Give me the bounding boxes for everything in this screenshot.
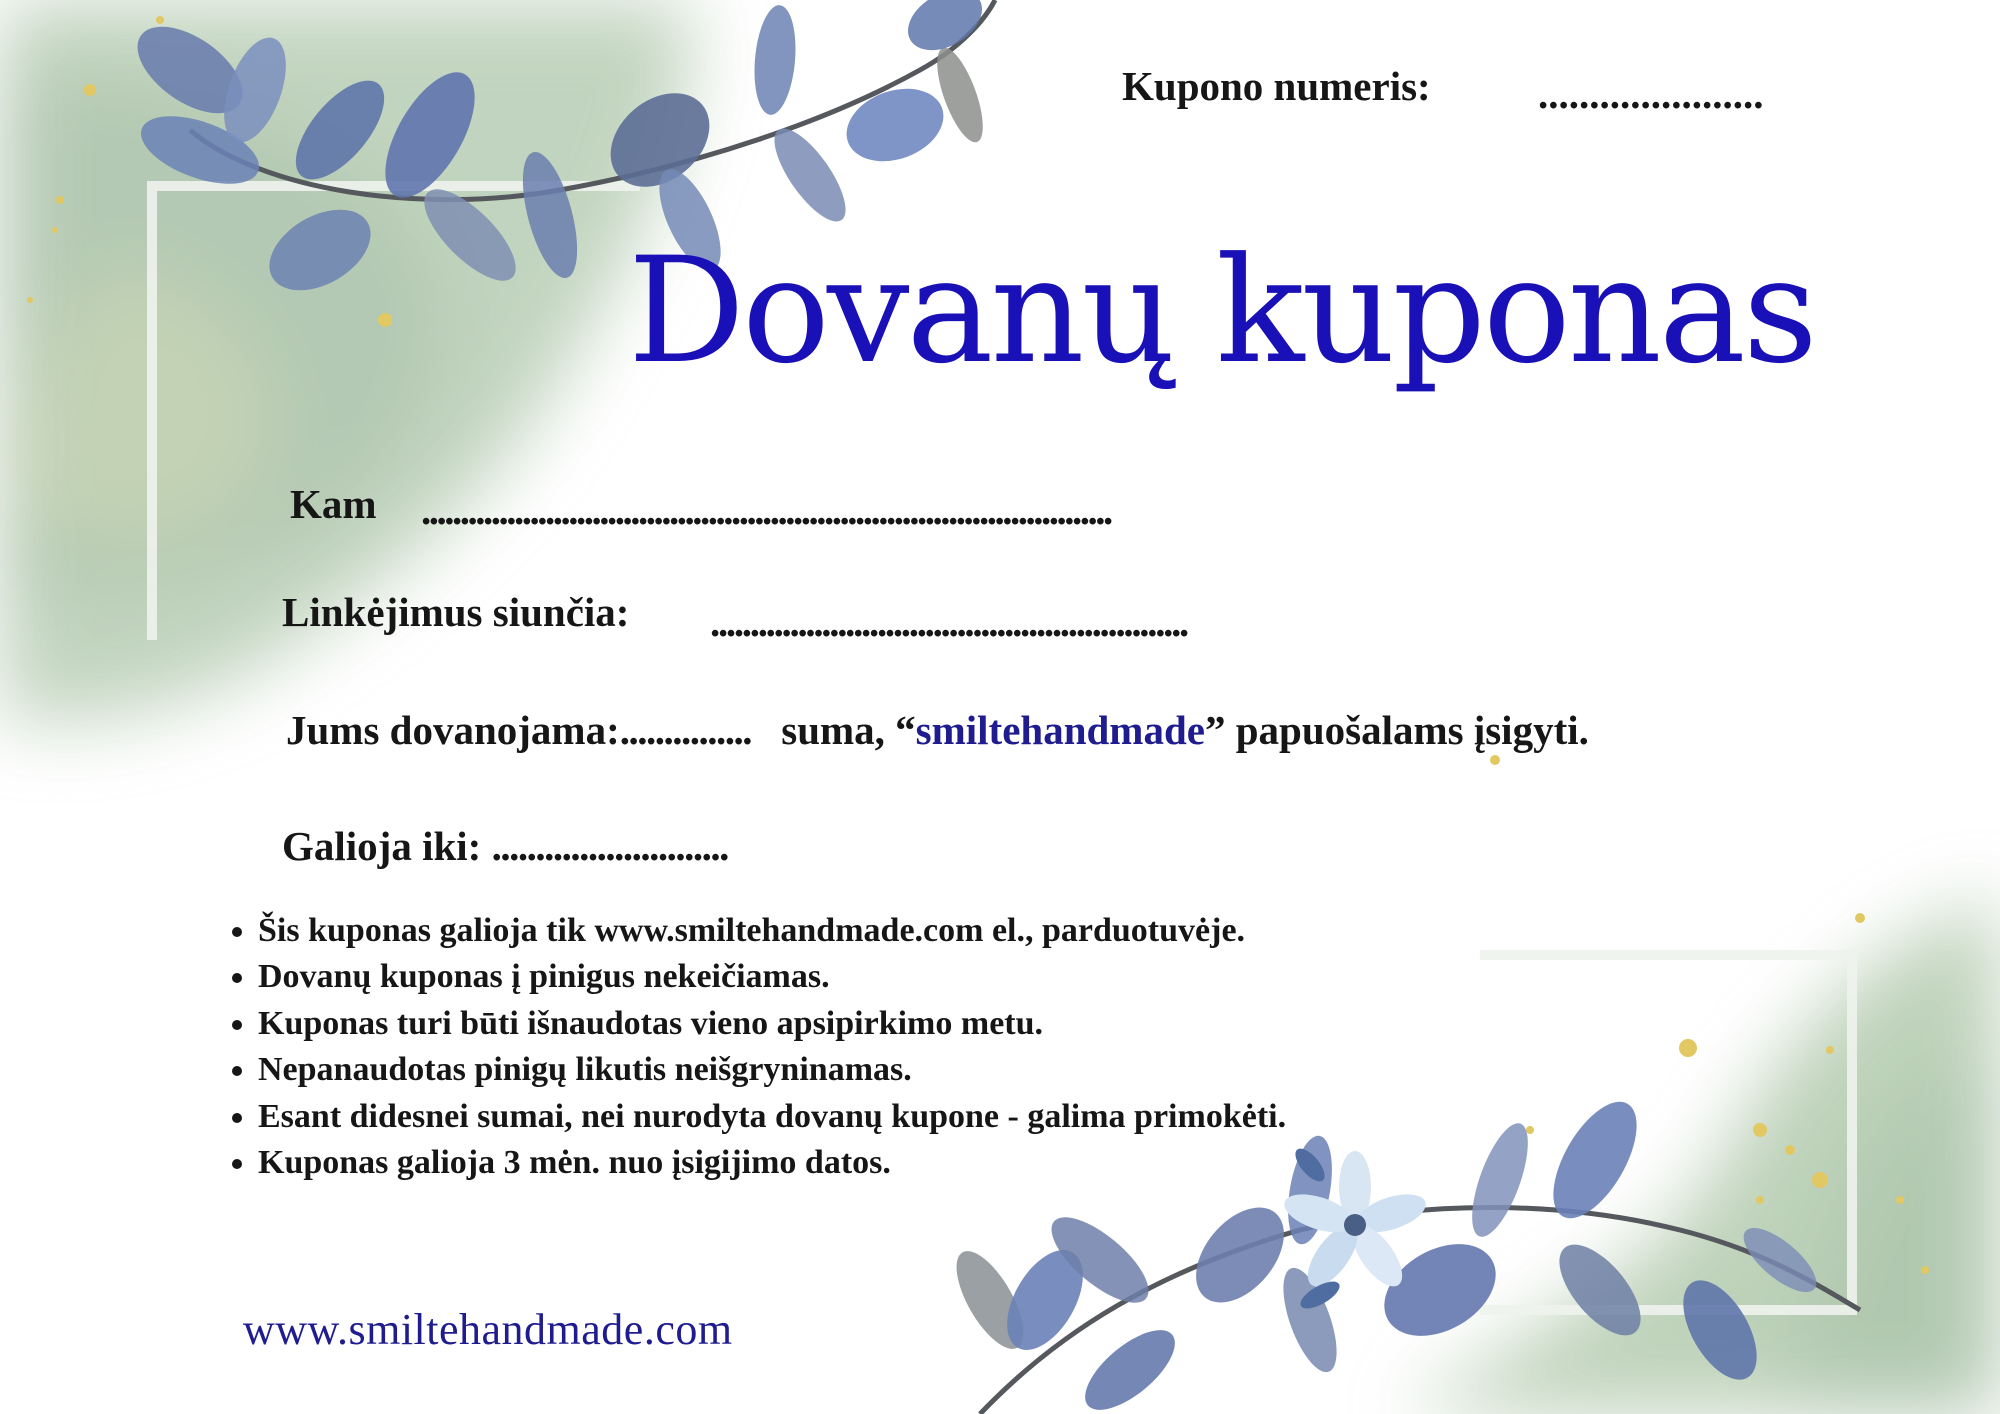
amount-blank[interactable]: ............... bbox=[619, 707, 751, 753]
valid-until-blank[interactable]: ........................... bbox=[491, 823, 728, 869]
amount-text-before: suma, “ bbox=[781, 707, 916, 753]
list-item: • Šis kuponas galioja tik www.smiltehandmade.com el., parduotuvėje. bbox=[258, 908, 1286, 954]
website-link[interactable]: www.smiltehandmade.com bbox=[243, 1305, 733, 1354]
coupon-number-label: Kupono numeris: bbox=[1122, 63, 1431, 109]
from-blank[interactable]: ............................................................ bbox=[710, 599, 1188, 645]
valid-until-line bbox=[282, 822, 728, 870]
rules-list bbox=[220, 908, 1286, 1186]
amount-label: Jums dovanojama: bbox=[286, 707, 620, 753]
from-label: Linkėjimus siunčia: bbox=[282, 589, 630, 635]
list-item: • Kuponas galioja 3 mėn. nuo įsigijimo datos. bbox=[258, 1140, 1286, 1186]
list-item: • Esant didesnei sumai, nei nurodyta dovanų kupone - galima primokėti. bbox=[258, 1094, 1286, 1140]
amount-text-after: ” papuošalams įsigyti. bbox=[1204, 707, 1589, 753]
list-item: • Kuponas turi būti išnaudotas vieno apsipirkimo metu. bbox=[258, 1001, 1286, 1047]
list-item: • Nepanaudotas pinigų likutis neišgryninamas. bbox=[258, 1047, 1286, 1093]
list-item: • Dovanų kuponas į pinigus nekeičiamas. bbox=[258, 954, 1286, 1000]
page-title: Dovanų kuponas bbox=[628, 226, 1815, 396]
brand-name: smiltehandmade bbox=[915, 707, 1205, 753]
coupon-number-blank[interactable]: ...................... bbox=[1538, 71, 1764, 117]
to-label: Kam bbox=[290, 481, 377, 527]
amount-line bbox=[286, 706, 1589, 754]
to-blank[interactable]: ......................................................................................... bbox=[421, 487, 1111, 533]
valid-until-label: Galioja iki: bbox=[282, 823, 482, 869]
